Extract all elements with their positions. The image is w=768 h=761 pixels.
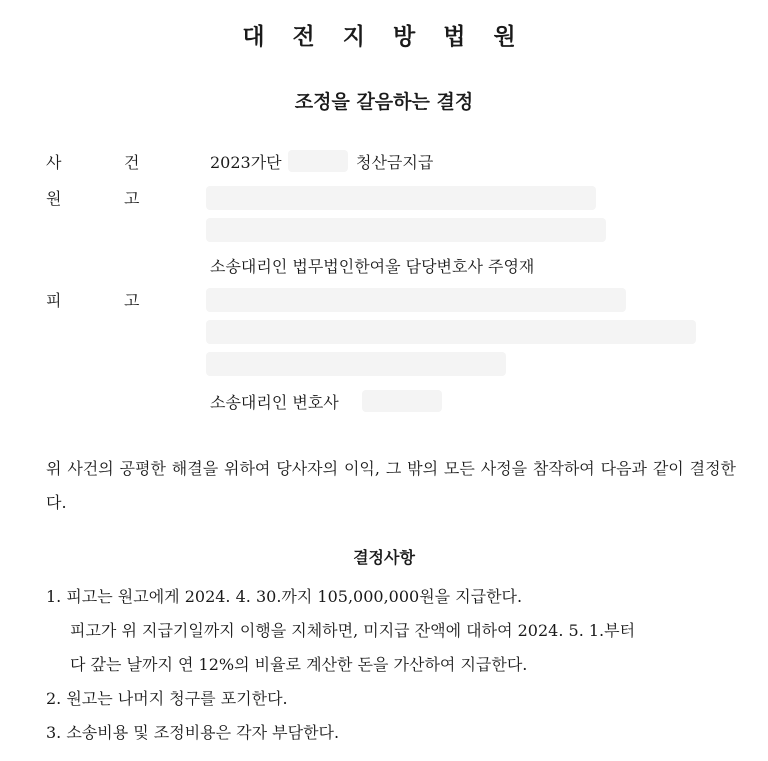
redacted-plaintiff-address (206, 218, 606, 242)
redacted-plaintiff-name (206, 186, 596, 210)
redacted-defendant-extra (206, 352, 506, 376)
plaintiff-label-2: 고 (124, 189, 140, 208)
case-name: 청산금지급 (356, 153, 434, 172)
redacted-defendant-address (206, 320, 696, 344)
decision-heading: 결정사항 (353, 548, 415, 567)
plaintiff-representative: 소송대리인 법무법인한여울 담당변호사 주영재 (210, 257, 535, 276)
case-label-2: 건 (124, 153, 140, 172)
case-number: 2023가단 (210, 153, 282, 172)
decision-item-3: 3. 소송비용 및 조정비용은 각자 부담한다. (46, 723, 340, 742)
redacted-case-number (288, 150, 348, 172)
court-name: 대 전 지 방 법 원 (242, 24, 526, 50)
defendant-label-2: 고 (124, 291, 140, 310)
decision-item-1-line-3: 다 갚는 날까지 연 12%의 비율로 계산한 돈을 가산하여 지급한다. (70, 655, 528, 674)
defendant-representative: 소송대리인 변호사 (210, 393, 339, 412)
decision-item-1-line-2: 피고가 위 지급기일까지 이행을 지체하면, 미지급 잔액에 대하여 2024. 5. 1.부터 (70, 621, 636, 640)
redacted-defendant-name (206, 288, 626, 312)
decision-item-2: 2. 원고는 나머지 청구를 포기한다. (46, 689, 288, 708)
plaintiff-label-1: 원 (46, 189, 62, 208)
defendant-label-1: 피 (46, 291, 62, 310)
case-label-1: 사 (46, 153, 62, 172)
decision-item-1-line-1: 1. 피고는 원고에게 2024. 4. 30.까지 105,000,000원을 지급한다. (46, 587, 523, 606)
redacted-defendant-lawyer (362, 390, 442, 412)
document-title: 조정을 갈음하는 결정 (294, 91, 474, 113)
intro-paragraph: 위 사건의 공평한 해결을 위하여 당사자의 이익, 그 밖의 모든 사정을 참작하여 다음과 같이 결정한다. (46, 459, 736, 512)
